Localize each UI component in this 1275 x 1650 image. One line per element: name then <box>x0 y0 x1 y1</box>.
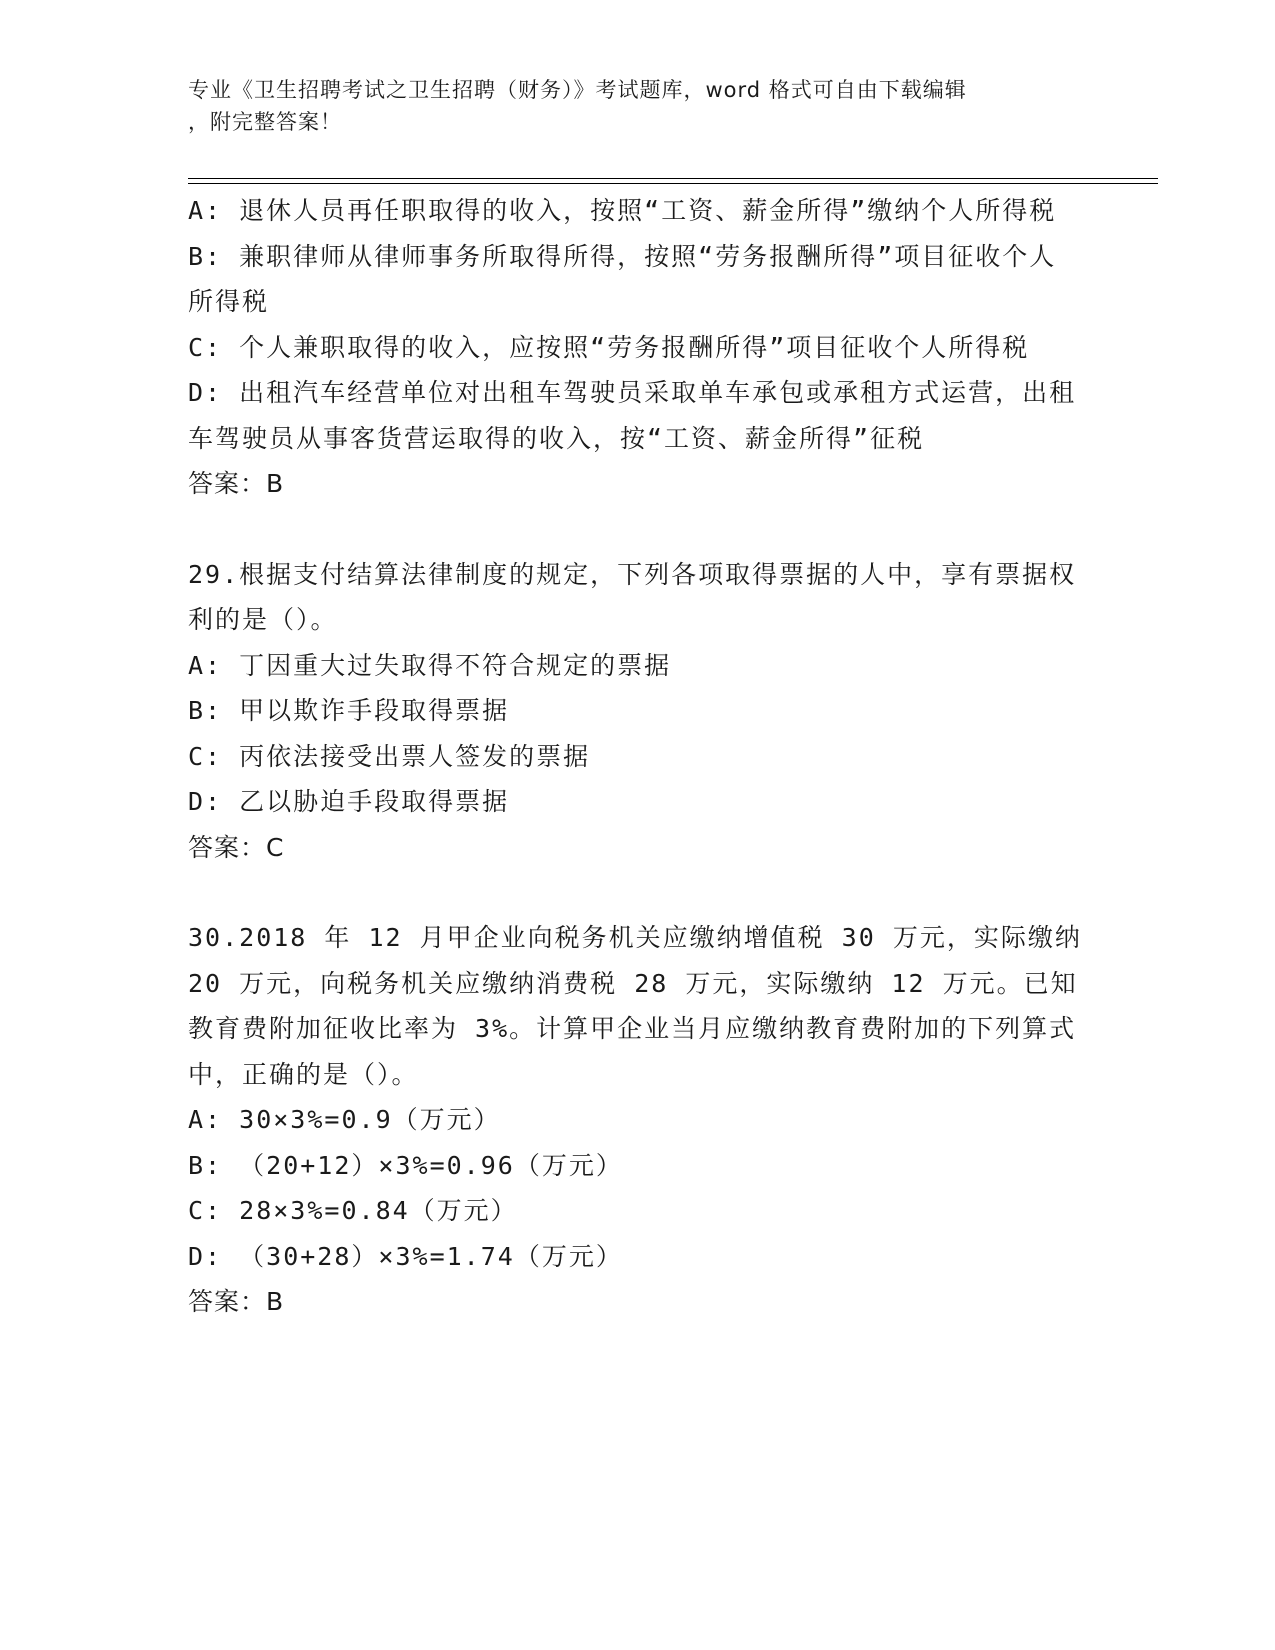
option-b: B: 兼职律师从律师事务所取得所得，按照“劳务报酬所得”项目征收个人所得税 <box>188 241 1057 316</box>
header-line-2: ，附完整答案！ <box>188 110 342 134</box>
option-d: D: 出租汽车经营单位对出租车驾驶员采取单车承包或承租方式运营，出租车驾驶员从事客货营运取得的收入，按“工资、薪金所得”征税 <box>188 378 1077 453</box>
option-d: D: 乙以胁迫手段取得票据 <box>188 787 510 816</box>
option-c: C: 丙依法接受出票人签发的票据 <box>188 741 591 771</box>
question-stem: 30.2018 年 12 月甲企业向税务机关应缴纳增值税 30 万元，实际缴纳 20 万元，向税务机关应缴纳消费税 28 万元，实际缴纳 12 万元。已知教育费附加征收比率为 3%。计算甲企业当月应缴纳教育费附加的下列算式中，正确的是（）。 <box>188 923 1082 1089</box>
header-divider-top <box>188 178 1158 179</box>
spacer <box>188 870 1083 915</box>
answer: 答案：B <box>188 1287 285 1316</box>
option-a: A: 丁因重大过失取得不符合规定的票据 <box>188 650 672 680</box>
question-30 <box>188 915 1083 1325</box>
option-d: D: （30+28）×3%=1.74（万元） <box>188 1241 623 1271</box>
option-c: C: 28×3%=0.84（万元） <box>188 1196 518 1225</box>
document-header <box>188 74 1068 138</box>
option-c: C: 个人兼职取得的收入，应按照“劳务报酬所得”项目征收个人所得税 <box>188 332 1030 362</box>
spacer <box>188 507 1083 552</box>
question-stem: 29.根据支付结算法律制度的规定，下列各项取得票据的人中，享有票据权利的是（）。 <box>188 559 1077 634</box>
question-28 <box>188 188 1083 507</box>
header-divider-bottom <box>188 183 1158 184</box>
option-b: B: （20+12）×3%=0.96（万元） <box>188 1150 623 1180</box>
option-b: B: 甲以欺诈手段取得票据 <box>188 696 510 725</box>
question-29 <box>188 552 1083 871</box>
header-line-1: 专业《卫生招聘考试之卫生招聘（财务）》考试题库，word 格式可自由下载编辑 <box>188 78 967 102</box>
option-a: A: 退休人员再任职取得的收入，按照“工资、薪金所得”缴纳个人所得税 <box>188 196 1057 225</box>
question-list <box>188 188 1083 1325</box>
answer: 答案：B <box>188 469 285 498</box>
answer: 答案：C <box>188 832 285 862</box>
option-a: A: 30×3%=0.9（万元） <box>188 1105 501 1134</box>
